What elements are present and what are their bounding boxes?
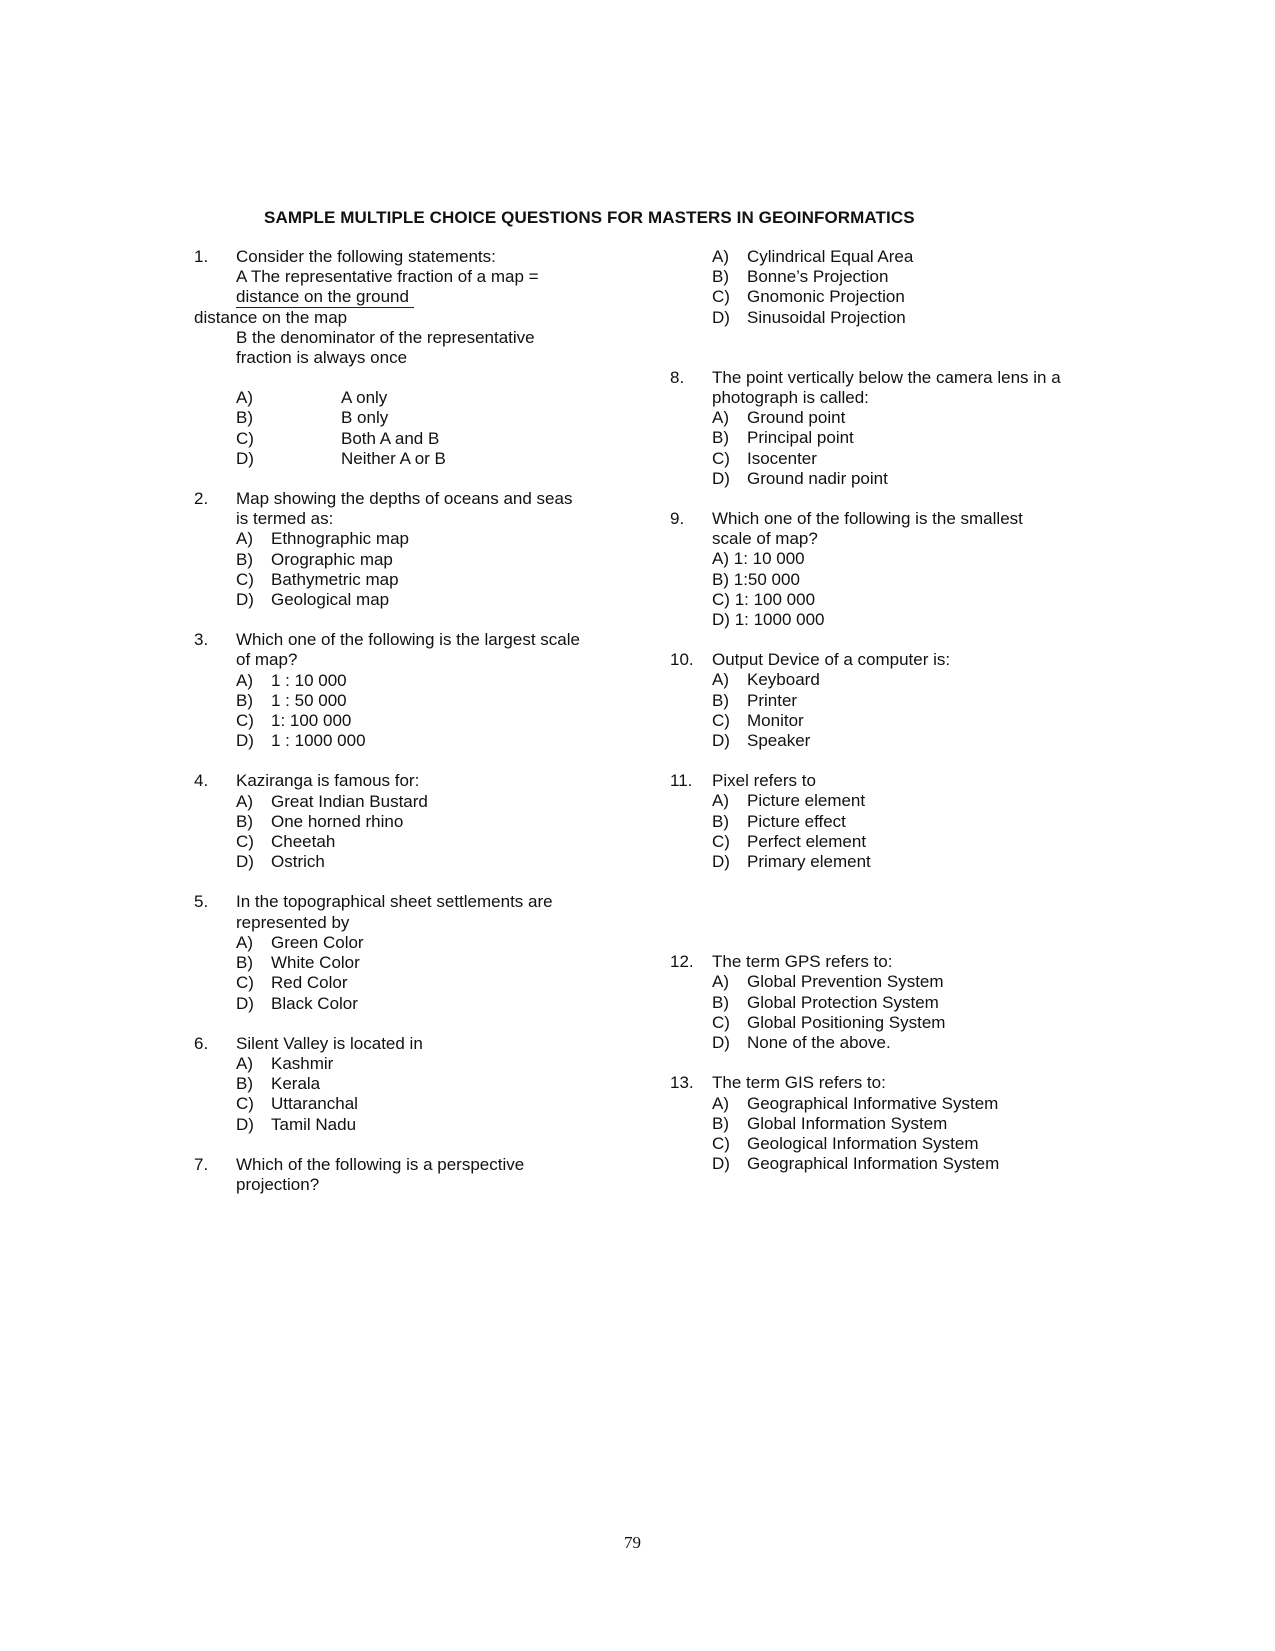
option-c: C) Isocenter (712, 448, 817, 468)
question-1 (194, 247, 614, 469)
question-number: 7. (194, 1154, 209, 1174)
option-d: D) Ground nadir point (712, 468, 888, 488)
question-number: 3. (194, 630, 209, 650)
option-a: A) Ethnographic map (236, 529, 409, 549)
question-7 (194, 1155, 614, 1195)
option-d: D) 1: 1000 000 (712, 610, 825, 630)
option-d: D) Tamil Nadu (236, 1114, 357, 1134)
question-3 (194, 630, 614, 751)
question-text: The term GIS refers to: (712, 1073, 886, 1093)
option-c: C) Global Positioning System (712, 1012, 946, 1032)
option-c: C) Geological Information System (712, 1133, 979, 1153)
option-b: B) Bonne’s Projection (712, 267, 889, 287)
option-c: C) 1: 100 000 (712, 589, 816, 609)
option-c: C) Bathymetric map (236, 569, 399, 589)
option-b: B) Picture effect (712, 811, 846, 831)
option-c: C) 1: 100 000 (236, 711, 352, 731)
option-b: B) Printer (712, 690, 798, 710)
question-10 (670, 650, 1100, 751)
option-a: A) A only (236, 388, 388, 408)
question-text-cont: photograph is called: (712, 388, 869, 408)
option-d: D) Sinusoidal Projection (712, 307, 906, 327)
option-d: D) None of the above. (712, 1033, 891, 1053)
option-a: A) Green Color (236, 932, 364, 952)
option-a: A) Cylindrical Equal Area (712, 247, 914, 266)
option-b: B) White Color (236, 953, 360, 973)
question-text-cont: is termed as: (236, 509, 334, 529)
question-number: 2. (194, 489, 209, 509)
option-d: D) 1 : 1000 000 (236, 731, 366, 751)
question-6 (194, 1034, 614, 1135)
page-number: 79 (624, 1533, 641, 1552)
statement-b-cont: fraction is always once (236, 348, 408, 368)
option-a: A) Great Indian Bustard (236, 791, 428, 811)
question-number: 6. (194, 1033, 209, 1053)
question-number: 1. (194, 247, 209, 266)
question-number: 10. (670, 650, 694, 670)
question-number: 9. (670, 509, 685, 529)
fraction-denominator: distance on the map (194, 307, 348, 327)
question-text: Consider the following statements: (236, 247, 496, 266)
option-c: C) Red Color (236, 973, 348, 993)
question-9 (670, 509, 1100, 630)
question-text: In the topographical sheet settlements are (236, 892, 553, 912)
question-text-cont: projection? (236, 1174, 320, 1194)
question-text: Kaziranga is famous for: (236, 771, 420, 791)
question-text: The term GPS refers to: (712, 952, 893, 972)
option-d: D) Neither A or B (236, 448, 446, 468)
option-d: D) Geological map (236, 590, 390, 610)
fraction-line (236, 307, 414, 308)
option-a: A) Keyboard (712, 670, 820, 690)
left-column (194, 247, 614, 1195)
option-c: C) Perfect element (712, 831, 867, 851)
option-a: A) 1 : 10 000 (236, 670, 347, 690)
statement-b: B the denominator of the representative (236, 327, 535, 347)
option-c: C) Gnomonic Projection (712, 287, 905, 307)
option-b: B) 1:50 000 (712, 569, 800, 589)
option-d: D) Primary element (712, 852, 871, 872)
option-b: B) Global Protection System (712, 992, 939, 1012)
question-text: Output Device of a computer is: (712, 650, 951, 670)
option-b: B) Kerala (236, 1074, 321, 1094)
question-text: Which one of the following is the largest scale (236, 630, 580, 650)
question-text: Which of the following is a perspective (236, 1154, 525, 1174)
option-c: C) Cheetah (236, 832, 336, 852)
question-number: 13. (670, 1073, 694, 1093)
option-b: B) Orographic map (236, 549, 393, 569)
question-number: 8. (670, 367, 685, 387)
question-text: Map showing the depths of oceans and seas (236, 489, 573, 509)
option-a: A) Picture element (712, 791, 866, 811)
question-13 (670, 1073, 1100, 1174)
option-b: B) Global Information System (712, 1113, 948, 1133)
numerator-text: distance on the ground (236, 287, 409, 307)
question-5 (194, 892, 614, 1013)
option-a: A) 1: 10 000 (712, 549, 805, 569)
option-c: C) Uttaranchal (236, 1094, 358, 1114)
option-a: A) Ground point (712, 408, 846, 428)
statement-a: A The representative fraction of a map = (236, 267, 539, 287)
option-d: D) Geographical Information System (712, 1154, 1000, 1174)
question-text-cont: of map? (236, 650, 298, 670)
option-a: A) Geographical Informative System (712, 1093, 999, 1113)
option-a: A) Global Prevention System (712, 972, 944, 992)
page-title: SAMPLE MULTIPLE CHOICE QUESTIONS FOR MASTERS IN GEOINFORMATICS (264, 208, 915, 227)
option-b: B) Principal point (712, 428, 854, 448)
option-d: D) Black Color (236, 993, 358, 1013)
option-b: B) B only (236, 408, 389, 428)
question-number: 5. (194, 892, 209, 912)
question-4 (194, 771, 614, 872)
option-b: B) One horned rhino (236, 811, 404, 831)
question-text: Which one of the following is the smallest (712, 509, 1023, 529)
question-number: 4. (194, 771, 209, 791)
question-text: Silent Valley is located in (236, 1033, 423, 1053)
question-number: 12. (670, 952, 694, 972)
right-column (670, 247, 1100, 1174)
question-text: The point vertically below the camera lens in a (712, 367, 1061, 387)
option-d: D) Speaker (712, 731, 811, 751)
question-text-cont: represented by (236, 912, 350, 932)
question-12 (670, 952, 1100, 1053)
option-b: B) 1 : 50 000 (236, 690, 347, 710)
question-8 (670, 368, 1100, 489)
question-text-cont: scale of map? (712, 529, 818, 549)
question-11 (670, 771, 1100, 872)
option-c: C) Monitor (712, 710, 804, 730)
question-number: 11. (670, 771, 693, 791)
question-7-options (670, 247, 1100, 328)
option-a: A) Kashmir (236, 1053, 334, 1073)
fraction-numerator (236, 287, 414, 307)
question-2 (194, 489, 614, 610)
option-c: C) Both A and B (236, 428, 440, 448)
question-text: Pixel refers to (712, 771, 816, 791)
option-d: D) Ostrich (236, 852, 325, 872)
